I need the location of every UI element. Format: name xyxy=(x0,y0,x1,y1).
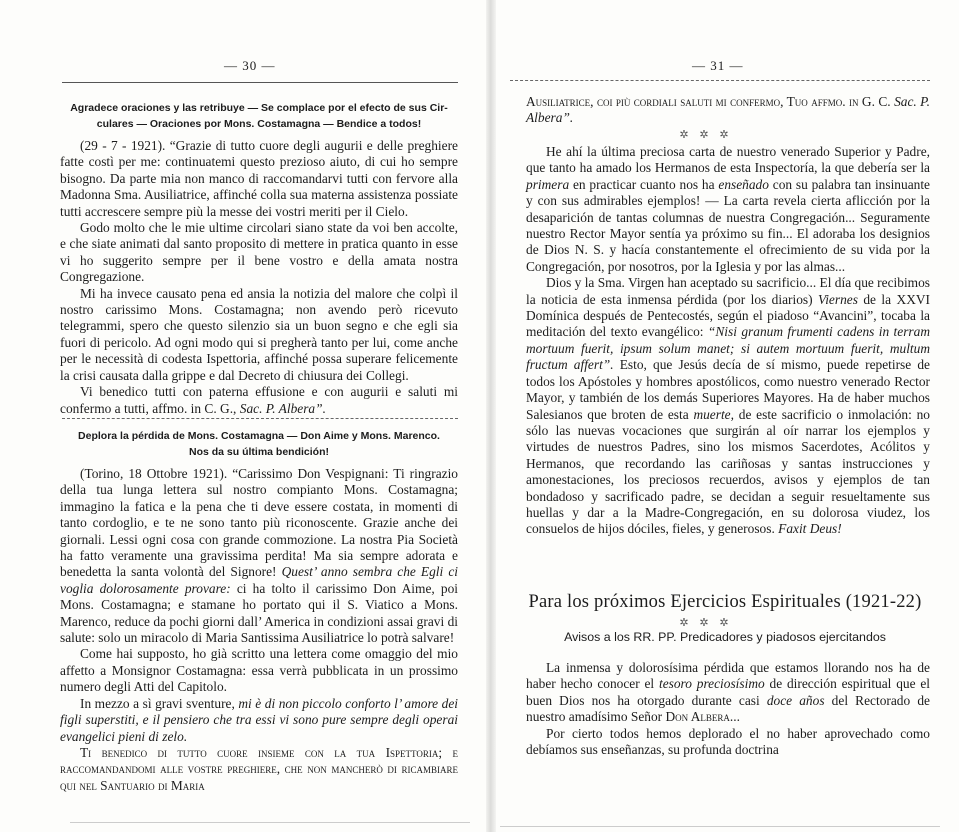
italic-text: Quest’ anno sembra che Egli ci voglia dolorosamente provare: xyxy=(60,564,458,596)
heading-line: Deplora la pérdida de Mons. Costamagna — Don Aime y Mons. Marenco. xyxy=(78,430,440,442)
italic-text: primera xyxy=(526,176,570,192)
section-subtitle: Avisos a los RR. PP. Predicadores y piadosos ejercitandos xyxy=(564,630,886,644)
header-rule-left xyxy=(62,82,458,83)
paragraph-text: de este sacrificio o inmolación: no sólo las nuevas vocaciones que surgirán al oír narrar los ejemplos y virtudes de nuestros Padres, sino los mismos Sacerdotes, Acólitos y Hermanos, que recordando las cariñosas y santas instrucciones y amonestaciones, los preciosos recuerdos, avisos y ejemplos de tan bondadoso y sacrificado padre, se decidan a seguir resueltamente sus huellas y dar a la Madre-Congregación, en su dolorosa viudez, los consuelos de hijos dóciles, fieles, y generosos. xyxy=(526,406,930,537)
italic-text: doce años xyxy=(766,692,825,708)
letter-closing xyxy=(526,94,930,127)
paragraph: Ti benedico di tutto cuore insieme con la tua Ispettoria; e raccomandandomi alle vostre preghiere, che non mancherò di ricambiare qui nel Santuario di Maria xyxy=(60,744,458,793)
paragraph-text: (Torino, 18 Ottobre 1921). “Carissimo Don Vespignani: Ti ringrazio della tua lunga lettera sul nostro compianto Mons. Costamagna; immagino la fatica e la pena che ti deve essere costata, in momenti di tanto cordoglio, e te ne sono tanto più riconoscente. Grazie anche dei giornali. Lessi ogni cosa con grande commozione. La nostra Pia Società ha fatto veramente una gravissima perdita! Ma sia sempre adorata e benedetta la santa volontà del Signore! xyxy=(60,466,458,580)
heading-line: culares — Oraciones por Mons. Costamagna — Bendice a todos! xyxy=(96,118,422,130)
italic-text: muerte, xyxy=(693,406,734,422)
small-caps-name: Don Albera... xyxy=(665,709,740,725)
italic-text: Faxit Deus! xyxy=(778,521,842,537)
paragraph-text: con su palabra tan insinuante y con sus admirables ejemplos! — La carta revela cierta aflicción por la desaparición de tantas columnas de nuestra Congregación... Seguramente nuestro Rector Mayor sentía ya próximo su fin... El adoraba los designios de Dios N. S. y hacía constantemente el ofrecimiento de su vida por la Congregación, por nosotros, por la Iglesia y por las almas... xyxy=(526,176,930,274)
signature: Sac. P. Albera”. xyxy=(239,400,326,416)
paragraph-text: de dirección espiritual que el buen Dios nos ha otorgado durante casi xyxy=(526,676,930,708)
right-page xyxy=(496,0,959,832)
italic-text: “Nisi granum frumenti cadens in terram mortuum fuerit, ipsum solum manet; si autem mortuum fuerit, multum fructum affert”. xyxy=(526,324,931,373)
bottom-edge-right xyxy=(500,826,940,827)
paragraph: (29 - 7 - 1921). “Grazie di tutto cuore degli augurii e delle preghiere fatte costì per me: continuatemi questo prezioso aiuto, di cui ho sempre bisogno. Da parte mia non manco di raccomandarvi tutti con fervore alla Madonna Sma. Ausiliatrice, affinché colla sua materna assistenza possiate tutti accrescere sempre più la messe dei vostri meriti per il Cielo. xyxy=(60,138,458,219)
paragraph-text: Vi benedico tutti con paterna effusione e con augurii e saluti mi confermo a tutti, affmo. in C. G., xyxy=(60,384,458,416)
signature: Sac. P. Albera”. xyxy=(526,94,930,126)
ornament-stars: ✲ ✲ ✲ xyxy=(679,617,733,629)
bottom-edge-left xyxy=(70,822,470,823)
commentary xyxy=(526,144,930,538)
paragraph-text: La inmensa y dolorosísima pérdida que estamos llorando nos ha de haber hecho conocer el xyxy=(526,660,930,692)
page-number-right: — 31 — xyxy=(692,58,744,73)
letter-2 xyxy=(60,466,458,794)
paragraph-text: He ahí la última preciosa carta de nuestro venerado Superior y Padre, que tanto ha amado los Hermanos de esta Inspectoría, la que debería ser la xyxy=(526,144,930,176)
paragraph-text: In mezzo a sì gravi sventure, xyxy=(80,695,239,711)
page-number-left: — 30 — xyxy=(224,58,276,73)
header-rule-right xyxy=(510,80,930,81)
italic-text: mi è di non piccolo conforto l’ amore dei figli superstiti, e il pensiero che tra essi vi sono pure sempre degli operai evangelici pieni di zelo. xyxy=(60,695,458,744)
paragraph xyxy=(526,144,930,275)
letter-1 xyxy=(60,138,458,417)
paragraph-text: Esto, que Jesús decía de sí mismo, puede repetirse de todos los Apóstoles y hombres apostólicos, como nuestro venerado Rector Mayor, y también de los demás Superiores Mayores. Ha de haber muchos Salesianos que broten de esta xyxy=(526,357,930,422)
italic-text: enseñado xyxy=(718,176,769,192)
exercises-text xyxy=(526,660,930,758)
section-heading-2 xyxy=(58,428,460,460)
paragraph xyxy=(60,466,458,646)
paragraph: Por cierto todos hemos deplorado el no haber aprovechado como debíamos sus enseñanzas, su profunda doctrina xyxy=(526,725,930,758)
section-heading-1 xyxy=(58,100,460,132)
paragraph xyxy=(526,275,930,538)
section-title: Para los próximos Ejercicios Espirituales (1921-22) xyxy=(528,592,922,612)
italic-text: Viernes xyxy=(818,291,858,307)
paragraph xyxy=(60,696,458,745)
paragraph-text: del Rectorado de nuestro amadísimo Señor xyxy=(526,692,930,725)
paragraph: Godo molto che le mie ultime circolari siano state da voi ben accolte, e che siate animati dal santo proposito di mettere in pratica quanto in esse vi ho suggerito sempre per il bene vostro e della amata nostra Congregazione. xyxy=(60,220,458,285)
paragraph-text: de la XXVI Domínica después de Pentecostés, según el piadoso “Avancini”, tocaba la meditación del texto evangélico: xyxy=(526,291,930,340)
section-divider xyxy=(62,418,458,419)
paragraph xyxy=(526,94,930,127)
heading-line: Agradece oraciones y las retribuye — Se complace por el efecto de sus Cir- xyxy=(70,102,448,114)
paragraph: Mi ha invece causato pena ed ansia la notizia del malore che colpì il nostro carissimo Mons. Costamagna; non avendo però ricevuto telegrammi, spero che questo silenzio sia un buon segno e che egli sia fuori di pericolo. Ad ogni modo qui si pregherà tanto per lui, come anche per le necessità di codesta Ispettoria, affinché possa superare felicemente la crisi causata dalla grippe e dal Decreto di chiusura dei Collegi. xyxy=(60,285,458,383)
book-gutter xyxy=(486,0,496,832)
ornament-stars: ✲ ✲ ✲ xyxy=(679,129,733,141)
italic-text: tesoro preciosísimo xyxy=(658,676,765,692)
heading-line: Nos da su última bendición! xyxy=(188,446,329,458)
paragraph-text: Dios y la Sma. Virgen han aceptado su sacrificio... El día que recibimos la noticia de esta inmensa pérdida (por los diarios) xyxy=(526,275,930,307)
paragraph-text: en practicar cuanto nos ha xyxy=(569,176,719,192)
paragraph: Come hai supposto, ho già scritto una lettera come omaggio del mio affetto a Monsignor Costamagna: essa verrà pubblicata in un prossimo numero degli Atti del Capitolo. xyxy=(60,646,458,695)
paragraph xyxy=(60,384,458,417)
paragraph-text: Ausiliatrice, coi più cordiali saluti mi confermo, Tuo affmo. in G. C. xyxy=(526,94,895,109)
paragraph-text: ci ha tolto il carissimo Don Aime, poi Mons. Costamagna; e stamane ho portato qui il S. Viatico a Mons. Marenco, reduce da pochi giorni dall’ America in condizioni assai gravi di salute: solo un miracolo di Maria Santissima Ausiliatrice lo potrà salvare! xyxy=(60,580,458,646)
paragraph xyxy=(526,660,930,726)
